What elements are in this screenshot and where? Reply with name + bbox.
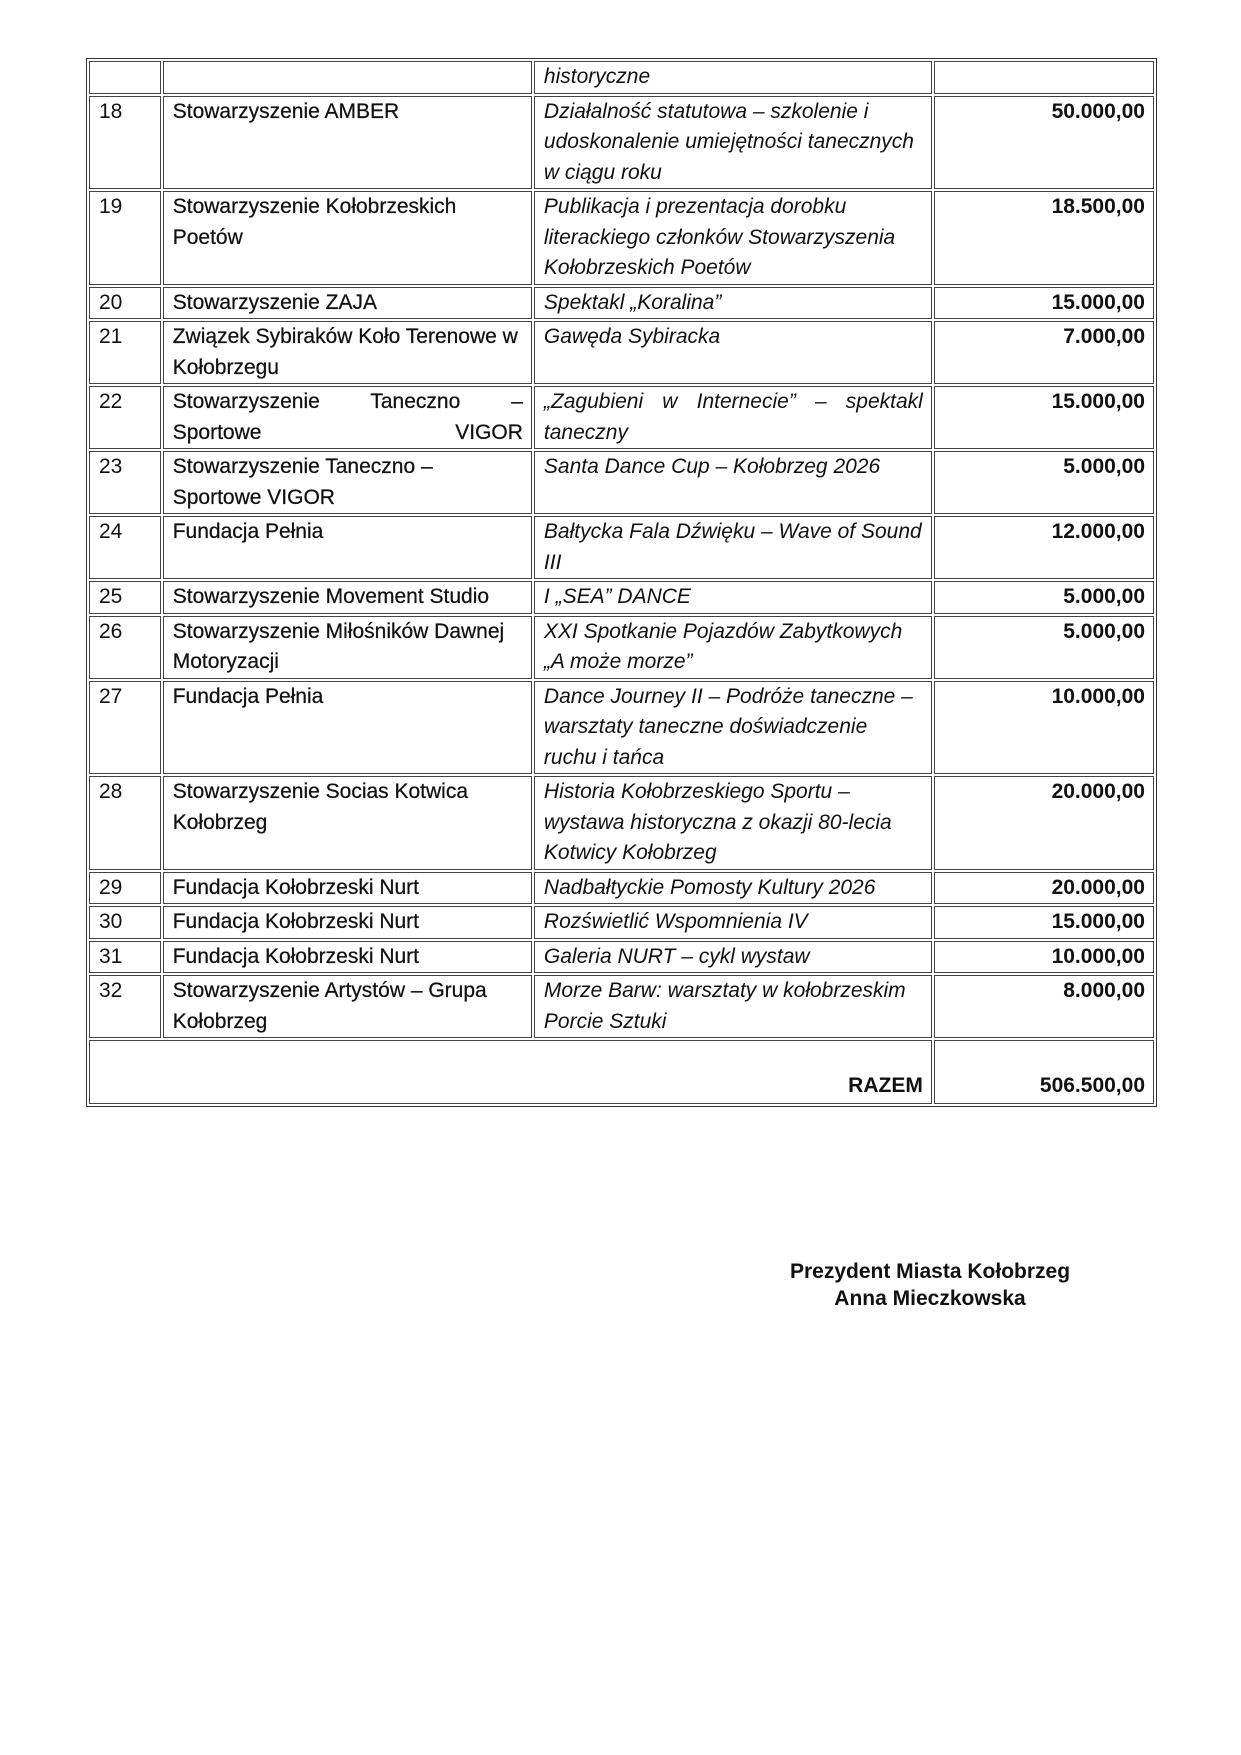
table-row [89,386,1154,449]
task-name: Publikacja i prezentacja dorobku literackiego członków Stowarzyszenia Kołobrzeskich Poetów [534,191,932,285]
table-row [89,776,1154,870]
task-name: XXI Spotkanie Pojazdów Zabytkowych „A może morze” [534,616,932,679]
grants-table [86,58,1157,1107]
grant-amount: 20.000,00 [934,872,1154,905]
grant-amount: 20.000,00 [934,776,1154,870]
table-row [89,96,1154,190]
organization-name: Fundacja Kołobrzeski Nurt [172,944,420,968]
organization-name: Fundacja Kołobrzeski Nurt [172,875,420,899]
row-number: 25 [89,581,161,614]
grant-amount: 18.500,00 [934,191,1154,285]
organization-name [163,61,532,94]
grant-amount [934,61,1154,94]
task-name: Historia Kołobrzeskiego Sportu – wystawa historyczna z okazji 80-lecia Kotwicy Kołobrzeg [534,776,932,870]
table-row [89,287,1154,320]
signature-title: Prezydent Miasta Kołobrzeg [789,1260,1071,1283]
organization-name: Fundacja Pełnia [172,684,324,708]
row-number: 22 [89,386,161,449]
table-row [89,191,1154,285]
task-name: Galeria NURT – cykl wystaw [534,941,932,974]
table-row [89,941,1154,974]
row-number: 26 [89,616,161,679]
signature-block [740,1258,1120,1312]
organization-name: Stowarzyszenie Kołobrzeskich Poetów [172,195,457,249]
total-row [89,1040,1154,1104]
task-name: Morze Barw: warsztaty w kołobrzeskim Porcie Sztuki [534,975,932,1038]
grant-amount: 8.000,00 [934,975,1154,1038]
row-number: 18 [89,96,161,190]
organization-name: Fundacja Pełnia [172,520,324,543]
table-row [89,872,1154,905]
row-number: 19 [89,191,161,285]
grant-amount: 15.000,00 [934,287,1154,320]
table-row [89,321,1154,384]
table-row-continuation [89,61,1154,94]
signature-name: Anna Mieczkowska [834,1287,1026,1310]
grant-amount: 12.000,00 [934,516,1154,579]
row-number: 20 [89,287,161,320]
organization-name: Stowarzyszenie Miłośników Dawnej Motoryzacji [172,619,505,673]
grant-amount: 5.000,00 [934,581,1154,614]
row-number: 27 [89,681,161,775]
organization-name: Stowarzyszenie Taneczno – Sportowe VIGOR [172,455,433,509]
task-name: Santa Dance Cup – Kołobrzeg 2026 [534,451,932,514]
grant-amount: 7.000,00 [934,321,1154,384]
task-name: Spektakl „Koralina” [534,287,932,320]
row-number: 28 [89,776,161,870]
total-amount: 506.500,00 [934,1040,1154,1104]
grant-amount: 10.000,00 [934,941,1154,974]
organization-name: Związek Sybiraków Koło Terenowe w Kołobrzegu [172,325,518,379]
task-name: Działalność statutowa – szkolenie i udoskonalenie umiejętności tanecznych w ciągu roku [534,96,932,190]
table-row [89,581,1154,614]
grant-amount: 10.000,00 [934,681,1154,775]
table-row [89,516,1154,579]
grant-amount: 15.000,00 [934,386,1154,449]
grant-amount: 5.000,00 [934,451,1154,514]
row-number: 31 [89,941,161,974]
row-number: 24 [89,516,161,579]
task-name: Dance Journey II – Podróże taneczne – warsztaty taneczne doświadczenie ruchu i tańca [534,681,932,775]
row-number: 29 [89,872,161,905]
table-row [89,975,1154,1038]
row-number: 23 [89,451,161,514]
task-name: Bałtycka Fala Dźwięku – Wave of Sound III [534,516,932,579]
row-number: 30 [89,906,161,939]
task-name: historyczne [534,61,932,94]
task-name: Rozświetlić Wspomnienia IV [534,906,932,939]
row-number [89,61,161,94]
table-row [89,681,1154,775]
grant-amount: 5.000,00 [934,616,1154,679]
table-row [89,906,1154,939]
organization-name: Stowarzyszenie Taneczno – Sportowe VIGOR [172,390,523,444]
task-name: Nadbałtyckie Pomosty Kultury 2026 [534,872,932,905]
task-name: Gawęda Sybiracka [534,321,932,384]
organization-name: Stowarzyszenie ZAJA [172,290,377,314]
table-row [89,616,1154,679]
task-name: I „SEA” DANCE [534,581,932,614]
organization-name: Stowarzyszenie AMBER [172,99,400,123]
grant-amount: 50.000,00 [934,96,1154,190]
grant-amount: 15.000,00 [934,906,1154,939]
organization-name: Stowarzyszenie Artystów – Grupa Kołobrzeg [172,979,487,1033]
organization-name: Fundacja Kołobrzeski Nurt [172,910,420,933]
task-name: „Zagubieni w Internecie” – spektakl taneczny [534,386,932,449]
organization-name: Stowarzyszenie Socias Kotwica Kołobrzeg [172,780,469,834]
row-number: 21 [89,321,161,384]
table-row [89,451,1154,514]
organization-name: Stowarzyszenie Movement Studio [172,585,490,608]
row-number: 32 [89,975,161,1038]
total-label: RAZEM [89,1040,932,1104]
